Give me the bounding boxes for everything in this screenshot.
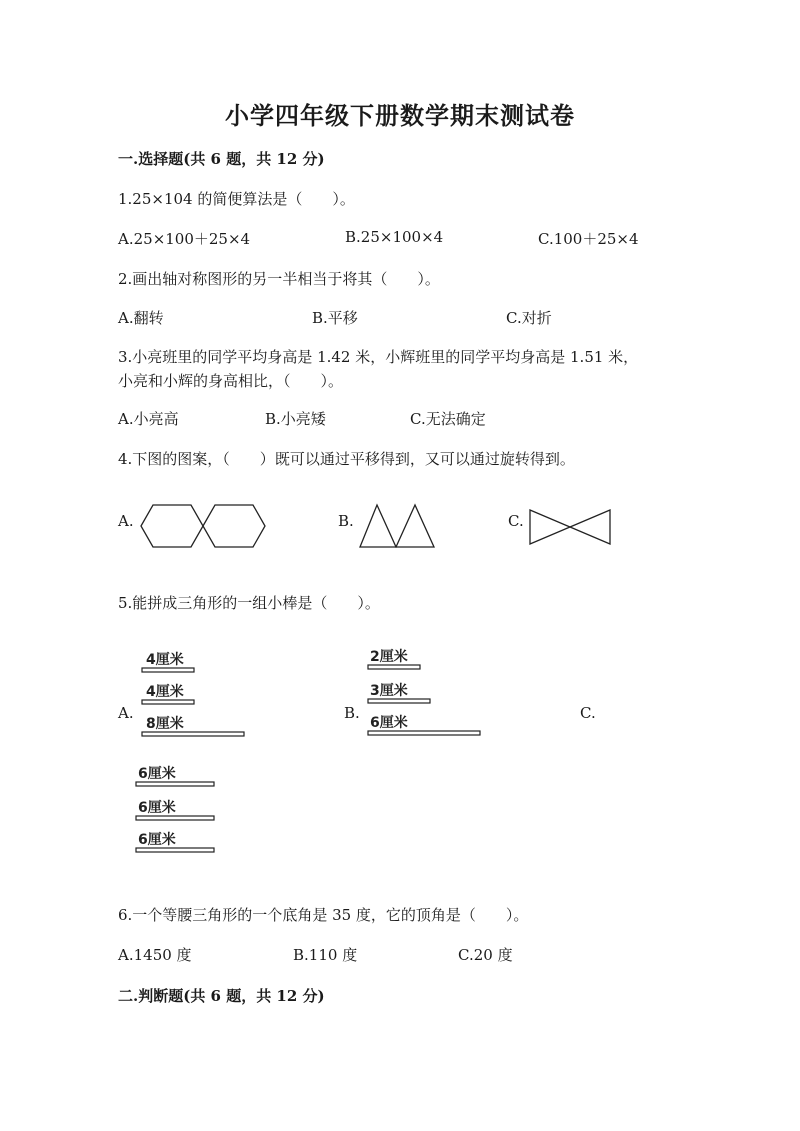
- stick-c3: [136, 848, 214, 852]
- section-heading-choice: 一.选择题(共 6 题，共 12 分): [118, 150, 325, 168]
- q2-option-a: A.翻转: [118, 309, 164, 327]
- sticks-group-c: [134, 760, 220, 860]
- q4-option-c: C.: [508, 512, 524, 530]
- q3-option-b: B.小亮矮: [265, 410, 326, 428]
- two-triangles-figure: [358, 503, 438, 549]
- question-4-stem: 4.下图的图案，（ ）既可以通过平移得到，又可以通过旋转得到。: [118, 450, 575, 468]
- stick-c2: [136, 816, 214, 820]
- q2-option-c: C.对折: [506, 309, 552, 327]
- stick-c1-label: 6厘米: [138, 766, 176, 782]
- q1-option-c: C.100＋25×4: [538, 230, 639, 248]
- q6-option-c: C.20 度: [458, 946, 513, 964]
- stick-b1: [368, 665, 420, 669]
- section-heading-judgement: 二.判断题(共 6 题，共 12 分): [118, 987, 325, 1005]
- q6-option-a: A.1450 度: [118, 946, 192, 964]
- stick-b2-label: 3厘米: [370, 683, 408, 699]
- sticks-group-b: [366, 644, 484, 740]
- q1-option-b: B.25×100×4: [345, 228, 444, 246]
- question-6-stem: 6.一个等腰三角形的一个底角是 35 度，它的顶角是（ ）。: [118, 906, 529, 924]
- q3-option-c: C.无法确定: [410, 410, 486, 428]
- q3-option-a: A.小亮高: [118, 410, 179, 428]
- stick-c1: [136, 782, 214, 786]
- question-3-stem-line1: 3.小亮班里的同学平均身高是 1.42 米，小辉班里的同学平均身高是 1.51 米，: [118, 348, 639, 366]
- question-5-stem: 5.能拼成三角形的一组小棒是（ ）。: [118, 594, 380, 612]
- bowtie-figure: [528, 508, 612, 546]
- stick-b3: [368, 731, 480, 735]
- stick-c2-label: 6厘米: [138, 800, 176, 816]
- question-1-stem: 1.25×104 的简便算法是（ ）。: [118, 190, 355, 208]
- stick-a2-label: 4厘米: [146, 684, 184, 700]
- q4-option-a: A.: [118, 512, 134, 530]
- q5-option-b: B.: [344, 704, 360, 722]
- q4-option-b: B.: [338, 512, 354, 530]
- stick-a1-label: 4厘米: [146, 652, 184, 668]
- sticks-group-a: [140, 648, 250, 740]
- page-title: 小学四年级下册数学期末测试卷: [225, 101, 575, 130]
- stick-a2: [142, 700, 194, 704]
- stick-b3-label: 6厘米: [370, 715, 408, 731]
- q2-option-b: B.平移: [312, 309, 358, 327]
- stick-a1: [142, 668, 194, 672]
- two-hexagons-figure: [140, 503, 270, 549]
- stick-a3-label: 8厘米: [146, 716, 184, 732]
- q5-option-c: C.: [580, 704, 596, 722]
- question-3-stem-line2: 小亮和小辉的身高相比，（ ）。: [118, 372, 344, 390]
- question-2-stem: 2.画出轴对称图形的另一半相当于将其（ ）。: [118, 270, 440, 288]
- stick-c3-label: 6厘米: [138, 832, 176, 848]
- q5-option-a: A.: [118, 704, 134, 722]
- stick-a3: [142, 732, 244, 736]
- q6-option-b: B.110 度: [293, 946, 358, 964]
- q1-option-a: A.25×100＋25×4: [118, 230, 251, 248]
- stick-b2: [368, 699, 430, 703]
- stick-b1-label: 2厘米: [370, 649, 408, 665]
